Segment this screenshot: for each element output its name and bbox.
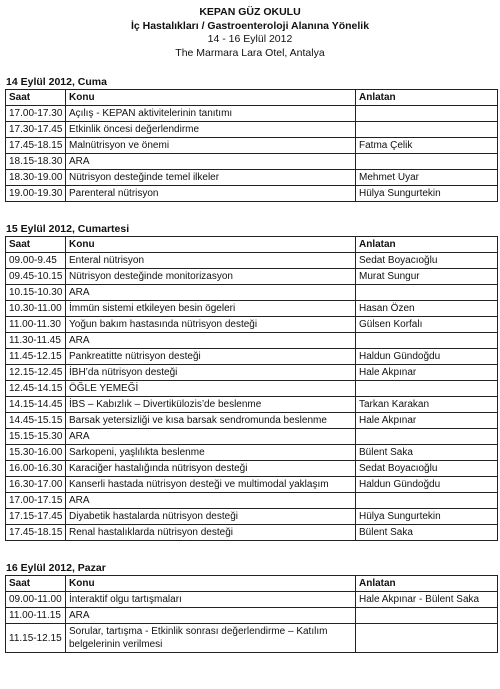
table-row (6, 525, 498, 541)
session-topic: Barsak yetersizliği ve kısa barsak sendromunda beslenme (66, 413, 356, 429)
session-topic: ARA (66, 493, 356, 509)
session-time: 17.45-18.15 (6, 525, 66, 541)
session-speaker: Gülsen Korfalı (356, 317, 498, 333)
session-time: 14.15-14.45 (6, 397, 66, 413)
day-title: 14 Eylül 2012, Cuma (6, 76, 107, 88)
session-speaker: Tarkan Karakan (356, 397, 498, 413)
session-time: 11.30-11.45 (6, 333, 66, 349)
table-row (6, 509, 498, 525)
day-title: 15 Eylül 2012, Cumartesi (6, 223, 130, 235)
table-row (6, 333, 498, 349)
session-time: 17.00-17.15 (6, 493, 66, 509)
session-speaker (356, 608, 498, 624)
session-topic: Kanserli hastada nütrisyon desteği ve multimodal yaklaşım (66, 477, 356, 493)
session-time: 19.00-19.30 (6, 186, 66, 202)
table-row (6, 592, 498, 608)
session-speaker (356, 285, 498, 301)
table-row (6, 170, 498, 186)
school-title: KEPAN GÜZ OKULU (199, 6, 301, 18)
session-time: 11.45-12.15 (6, 349, 66, 365)
schedule-table (5, 89, 498, 202)
session-speaker (356, 624, 498, 653)
session-topic: İBH’da nütrisyon desteği (66, 365, 356, 381)
session-topic: ARA (66, 333, 356, 349)
session-topic: Malnütrisyon ve önemi (66, 138, 356, 154)
column-header-time: Saat (6, 90, 66, 106)
session-topic: Etkinlik öncesi değerlendirme (66, 122, 356, 138)
session-speaker: Hale Akpınar (356, 365, 498, 381)
session-topic: İmmün sistemi etkileyen besin ögeleri (66, 301, 356, 317)
session-time: 16.00-16.30 (6, 461, 66, 477)
table-row (6, 186, 498, 202)
session-topic: Nütrisyon desteğinde temel ilkeler (66, 170, 356, 186)
table-row (6, 138, 498, 154)
session-speaker: Hülya Sungurtekin (356, 509, 498, 525)
column-header-time: Saat (6, 237, 66, 253)
schedule-days (0, 75, 500, 653)
session-topic: ARA (66, 429, 356, 445)
session-time: 14.45-15.15 (6, 413, 66, 429)
session-time: 17.30-17.45 (6, 122, 66, 138)
session-time: 17.45-18.15 (6, 138, 66, 154)
session-time: 09.45-10.15 (6, 269, 66, 285)
table-row (6, 429, 498, 445)
session-speaker (356, 122, 498, 138)
session-speaker: Bülent Saka (356, 445, 498, 461)
session-topic: ARA (66, 608, 356, 624)
session-topic: Sorular, tartışma - Etkinlik sonrası değerlendirme – Katılım belgelerinin verilmesi (66, 624, 356, 653)
session-time: 17.15-17.45 (6, 509, 66, 525)
table-row (6, 624, 498, 653)
table-row (6, 608, 498, 624)
session-time: 10.15-10.30 (6, 285, 66, 301)
session-topic: Karaciğer hastalığında nütrisyon desteği (66, 461, 356, 477)
session-speaker (356, 429, 498, 445)
table-row (6, 301, 498, 317)
session-time: 17.00-17.30 (6, 106, 66, 122)
table-row (6, 106, 498, 122)
session-time: 18.30-19.00 (6, 170, 66, 186)
session-topic: Açılış - KEPAN aktivitelerinin tanıtımı (66, 106, 356, 122)
session-time: 11.15-12.15 (6, 624, 66, 653)
session-speaker: Sedat Boyacıoğlu (356, 461, 498, 477)
table-row (6, 317, 498, 333)
session-topic: Parenteral nütrisyon (66, 186, 356, 202)
session-time: 11.00-11.15 (6, 608, 66, 624)
session-speaker: Sedat Boyacıoğlu (356, 253, 498, 269)
session-topic: ARA (66, 285, 356, 301)
day-title: 16 Eylül 2012, Pazar (6, 562, 106, 574)
session-time: 16.30-17.00 (6, 477, 66, 493)
session-speaker: Bülent Saka (356, 525, 498, 541)
table-header-row (6, 237, 498, 253)
table-header-row (6, 576, 498, 592)
session-topic: İBS – Kabızlık – Divertikülozis’de beslenme (66, 397, 356, 413)
session-speaker: Hale Akpınar (356, 413, 498, 429)
table-row (6, 477, 498, 493)
table-row (6, 381, 498, 397)
session-topic: Diyabetik hastalarda nütrisyon desteği (66, 509, 356, 525)
column-header-speaker: Anlatan (356, 237, 498, 253)
session-time: 12.45-14.15 (6, 381, 66, 397)
session-speaker: Haldun Gündoğdu (356, 477, 498, 493)
session-topic: Sarkopeni, yaşlılıkta beslenme (66, 445, 356, 461)
column-header-topic: Konu (66, 576, 356, 592)
session-speaker: Haldun Gündoğdu (356, 349, 498, 365)
document-header (0, 0, 500, 60)
session-speaker: Murat Sungur (356, 269, 498, 285)
table-row (6, 365, 498, 381)
session-speaker: Hale Akpınar - Bülent Saka (356, 592, 498, 608)
session-topic: Pankreatitte nütrisyon desteği (66, 349, 356, 365)
table-row (6, 253, 498, 269)
session-time: 09.00-9.45 (6, 253, 66, 269)
session-time: 18.15-18.30 (6, 154, 66, 170)
session-topic: ARA (66, 154, 356, 170)
session-topic: Nütrisyon desteğinde monitorizasyon (66, 269, 356, 285)
table-row (6, 269, 498, 285)
table-row (6, 122, 498, 138)
session-speaker (356, 333, 498, 349)
session-topic: ÖĞLE YEMEĞİ (66, 381, 356, 397)
table-header-row (6, 90, 498, 106)
session-time: 11.00-11.30 (6, 317, 66, 333)
day-section (5, 222, 497, 541)
session-time: 15.15-15.30 (6, 429, 66, 445)
table-row (6, 493, 498, 509)
table-row (6, 397, 498, 413)
session-topic: İnteraktif olgu tartışmaları (66, 592, 356, 608)
session-topic: Renal hastalıklarda nütrisyon desteği (66, 525, 356, 541)
table-row (6, 154, 498, 170)
schedule-table (5, 236, 498, 541)
session-speaker: Hasan Özen (356, 301, 498, 317)
event-dates: 14 - 16 Eylül 2012 (207, 33, 293, 45)
session-speaker (356, 493, 498, 509)
school-subtitle: İç Hastalıkları / Gastroenteroloji Alanına Yönelik (130, 19, 370, 32)
column-header-topic: Konu (66, 90, 356, 106)
session-speaker: Mehmet Uyar (356, 170, 498, 186)
session-speaker: Fatma Çelik (356, 138, 498, 154)
column-header-topic: Konu (66, 237, 356, 253)
session-time: 10.30-11.00 (6, 301, 66, 317)
session-time: 12.15-12.45 (6, 365, 66, 381)
session-speaker (356, 154, 498, 170)
table-row (6, 461, 498, 477)
column-header-speaker: Anlatan (356, 90, 498, 106)
session-time: 15.30-16.00 (6, 445, 66, 461)
column-header-speaker: Anlatan (356, 576, 498, 592)
session-speaker (356, 381, 498, 397)
session-topic: Yoğun bakım hastasında nütrisyon desteği (66, 317, 356, 333)
table-row (6, 413, 498, 429)
table-row (6, 349, 498, 365)
column-header-time: Saat (6, 576, 66, 592)
table-row (6, 445, 498, 461)
day-section (5, 75, 497, 202)
session-time: 09.00-11.00 (6, 592, 66, 608)
session-speaker (356, 106, 498, 122)
table-row (6, 285, 498, 301)
session-speaker: Hülya Sungurtekin (356, 186, 498, 202)
schedule-table (5, 575, 498, 653)
event-venue: The Marmara Lara Otel, Antalya (175, 46, 325, 59)
day-section (5, 561, 497, 653)
session-topic: Enteral nütrisyon (66, 253, 356, 269)
